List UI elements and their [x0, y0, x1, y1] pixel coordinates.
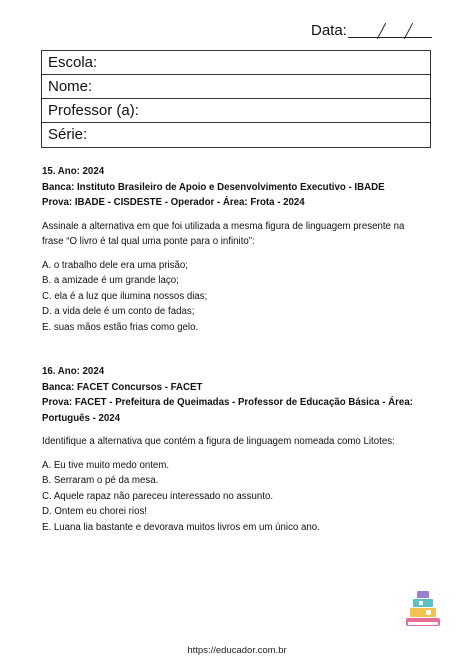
- q15-prompt-line2: frase “O livro é tal qual uma ponte para o infinito”:: [42, 236, 255, 247]
- q15-prompt-line1: Assinale a alternativa em que foi utilizada a mesma figura de linguagem presente na: [42, 220, 405, 232]
- q16-title: 16. Ano: 2024: [42, 366, 105, 377]
- q16-option-a: A. Eu tive muito medo ontem.: [42, 459, 170, 471]
- date-label: Data:: [311, 22, 347, 39]
- teacher-field[interactable]: Professor (a):: [42, 99, 430, 123]
- q16-exam-line2: Português - 2024: [42, 412, 121, 424]
- question-15: [42, 164, 437, 335]
- q16-option-b: B. Serraram o pé da mesa.: [42, 475, 159, 486]
- grade-field[interactable]: Série:: [48, 126, 88, 143]
- student-info-box: [41, 50, 431, 148]
- name-field[interactable]: Nome:: [42, 75, 430, 99]
- q16-prompt: Identifique a alternativa que contém a figura de linguagem nomeada como Litotes:: [42, 436, 395, 447]
- question-16: [42, 364, 437, 535]
- q15-bank: Banca: Instituto Brasileiro de Apoio e Desenvolvimento Executivo - IBADE: [42, 181, 385, 193]
- q15-option-c: C. ela é a luz que ilumina nossos dias;: [42, 290, 208, 302]
- footer-url[interactable]: https://educador.com.br: [187, 645, 287, 656]
- stacked-books-logo-icon: [404, 588, 442, 630]
- q16-bank: Banca: FACET Concursos - FACET: [42, 381, 203, 393]
- q15-option-d: D. a vida dele é um conto de fadas;: [42, 306, 195, 317]
- date-row: [0, 20, 474, 44]
- q16-option-d: D. Ontem eu chorei rios!: [42, 506, 147, 517]
- q16-exam-line1: Prova: FACET - Prefeitura de Queimadas - Professor de Educação Básica - Área:: [42, 397, 413, 408]
- q15-exam: Prova: IBADE - CISDESTE - Operador - Área: Frota - 2024: [42, 197, 305, 208]
- q15-option-b: B. a amizade é um grande laço;: [42, 275, 179, 286]
- q15-option-e: E. suas mãos estão frias como gelo.: [42, 321, 199, 333]
- date-line[interactable]: [348, 37, 432, 38]
- school-field[interactable]: Escola:: [42, 51, 430, 75]
- q16-option-e: E. Luana lia bastante e devorava muitos livros em um único ano.: [42, 521, 320, 533]
- q15-title: 15. Ano: 2024: [42, 166, 105, 177]
- q15-option-a: A. o trabalho dele era uma prisão;: [42, 259, 188, 271]
- q16-option-c: C. Aquele rapaz não pareceu interessado no assunto.: [42, 490, 274, 502]
